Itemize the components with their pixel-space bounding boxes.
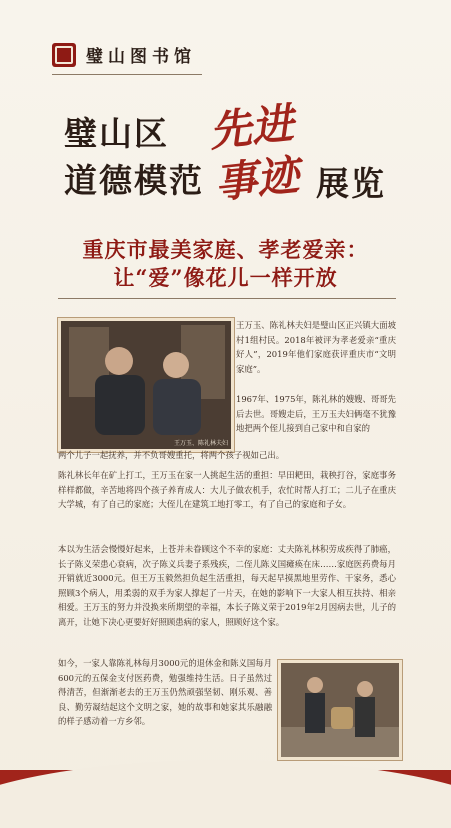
paragraph-4: 本以为生活会慢慢好起来，上苍并未眷顾这个不幸的家庭：丈夫陈礼林积劳成疾得了肺癌，长子陈义荣患心衰病，次子陈义兵妻子系残疾，二侄儿陈义国瘫痪在床……家庭医药费每月开销就近3000元。但王万玉毅然担负起生活重担，每天起早摸黑地里劳作、干家务，悉心照顾3个病人，用柔弱的双手为家人撑起了一片天，在她的影响下一大家人相互扶持、相亲相爱。王万玉的努力并没换来所期望的幸福，本长子陈义荣于2019年2月因病去世，儿子的离开，让她下决心更要好好照顾患病的家人，照顾好这个家。	[58, 544, 396, 627]
title-line2: 道德模范	[64, 161, 204, 200]
paragraph-1: 王万玉、陈礼林夫妇是璧山区正兴镇大面坡村1组村民。2018年被评为孝老爱亲“重庆好人”，2019年他们家庭获评重庆市“文明家庭”。	[236, 320, 396, 374]
paragraph-5: 如今，一家人靠陈礼林每月3000元的退休金和陈义国每月600元的五保金支付医药费，勉强维持生活。日子虽然过得清苦，但渐渐老去的王万玉仍然顽强坚韧、刚乐观、善良、勤劳凝结起这个文明之家，她的故事和她家其乐融融的样子感动着一方乡邻。	[58, 658, 272, 727]
photo-caption: 王万玉、陈礼林夫妇	[173, 440, 228, 447]
divider	[58, 298, 396, 299]
logo-underline	[52, 74, 202, 75]
bottom-curve	[0, 760, 451, 828]
subtitle-line2: 让“爱”像花儿一样开放	[113, 265, 338, 290]
paragraph-2a: 1967年、1975年，陈礼林的嫂嫂、哥哥先后去世。哥嫂走后，王万玉夫妇俩毫不犹豫地把两个侄儿接到自己家中和自家的	[236, 394, 396, 434]
paragraph-2b: 两个儿子一起抚养，并不负哥嫂重托，将两个孩子视如己出。	[58, 450, 285, 460]
title-suffix: 展览	[316, 164, 386, 203]
title-calligraphy: 先进事迹	[206, 98, 302, 208]
library-logo	[52, 42, 196, 67]
seal-icon	[52, 43, 76, 67]
work-photo	[278, 660, 402, 760]
subtitle-line1: 重庆市最美家庭、孝老爱亲：	[82, 237, 369, 262]
library-name: 璧山图书馆	[86, 47, 196, 67]
couple-photo	[58, 318, 234, 452]
paragraph-3: 陈礼林长年在矿上打工，王万玉在家一人挑起生活的重担：早田耙田，栽秧打谷，家庭事务样样都做，辛苦地将四个孩子养育成人：大儿子做农机手，农忙时帮人打工；二儿子在重庆大学城，有了自己的家庭；大侄儿在建筑工地打零工，有了自己的家庭和子女。	[58, 470, 396, 510]
title-line1: 璧山区	[64, 114, 169, 153]
